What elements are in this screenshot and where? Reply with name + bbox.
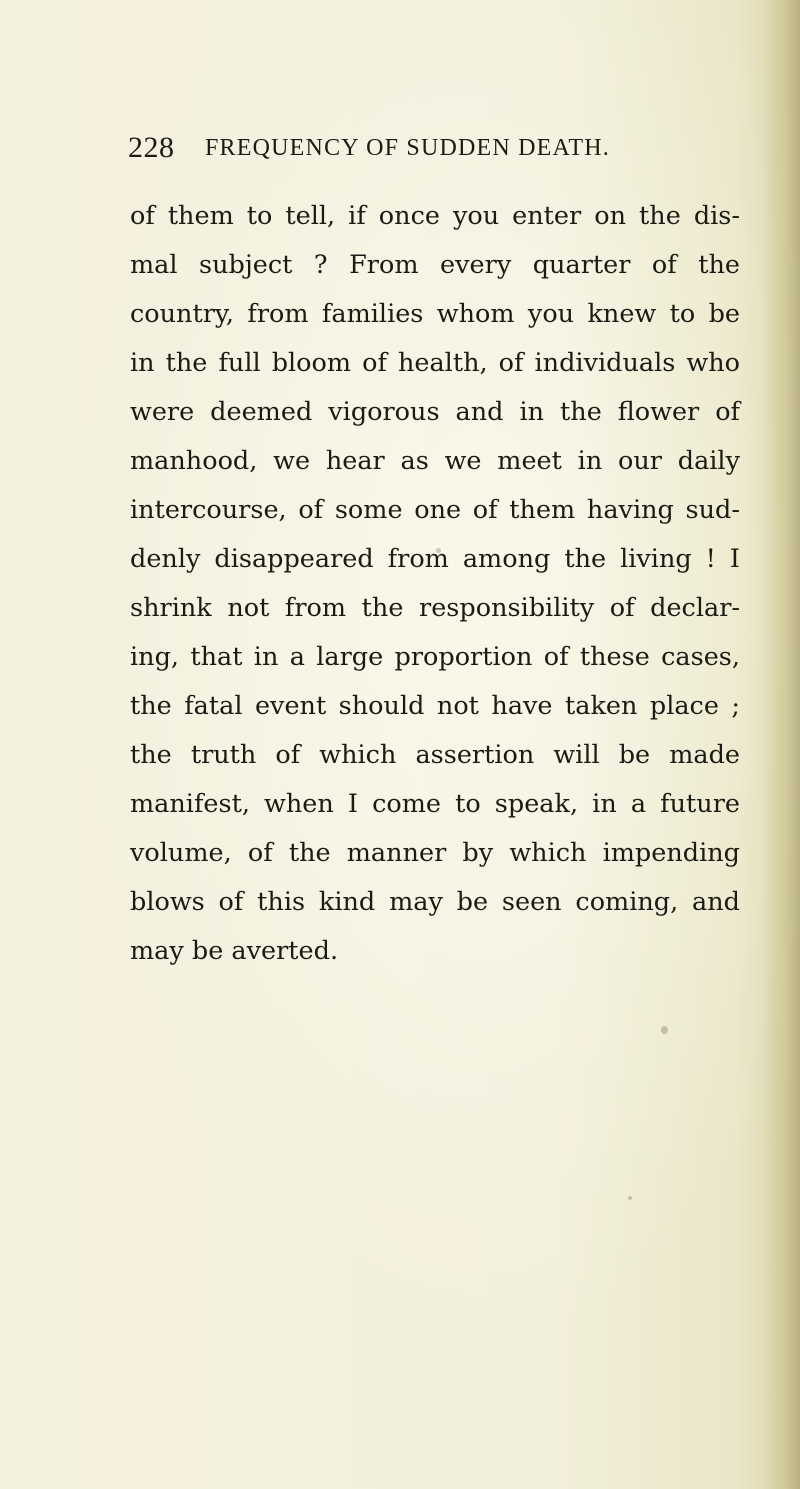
page-number: 228 bbox=[128, 131, 175, 164]
text-line-last: may be averted. bbox=[130, 936, 339, 966]
text-line: of them to tell, if once you enter on the dis- bbox=[130, 201, 740, 231]
text-line: intercourse, of some one of them having sud- bbox=[130, 495, 740, 525]
paper-speck bbox=[628, 1196, 632, 1200]
text-line: volume, of the manner by which impending bbox=[130, 838, 740, 868]
text-line: manhood, we hear as we meet in our daily bbox=[130, 446, 740, 476]
text-line: the truth of which assertion will be made bbox=[130, 740, 740, 770]
text-line: denly disappeared from among the living ! I bbox=[130, 544, 740, 574]
text-line: in the full bloom of health, of individuals who bbox=[130, 348, 740, 378]
text-line: were deemed vigorous and in the flower of bbox=[130, 397, 740, 427]
paper-speck bbox=[661, 1026, 668, 1034]
text-line: country, from families whom you knew to be bbox=[130, 299, 740, 329]
body-text bbox=[130, 192, 740, 976]
page-header bbox=[128, 128, 688, 168]
text-line: the fatal event should not have taken place ; bbox=[130, 691, 740, 721]
text-line: manifest, when I come to speak, in a future bbox=[130, 789, 740, 819]
text-line: blows of this kind may be seen coming, and bbox=[130, 887, 740, 917]
text-line: ing, that in a large proportion of these cases, bbox=[130, 642, 740, 672]
page-edge-shadow bbox=[762, 0, 800, 1489]
running-head: FREQUENCY OF SUDDEN DEATH. bbox=[205, 135, 610, 161]
text-line: mal subject ? From every quarter of the bbox=[130, 250, 740, 280]
text-line: shrink not from the responsibility of declar- bbox=[130, 593, 740, 623]
